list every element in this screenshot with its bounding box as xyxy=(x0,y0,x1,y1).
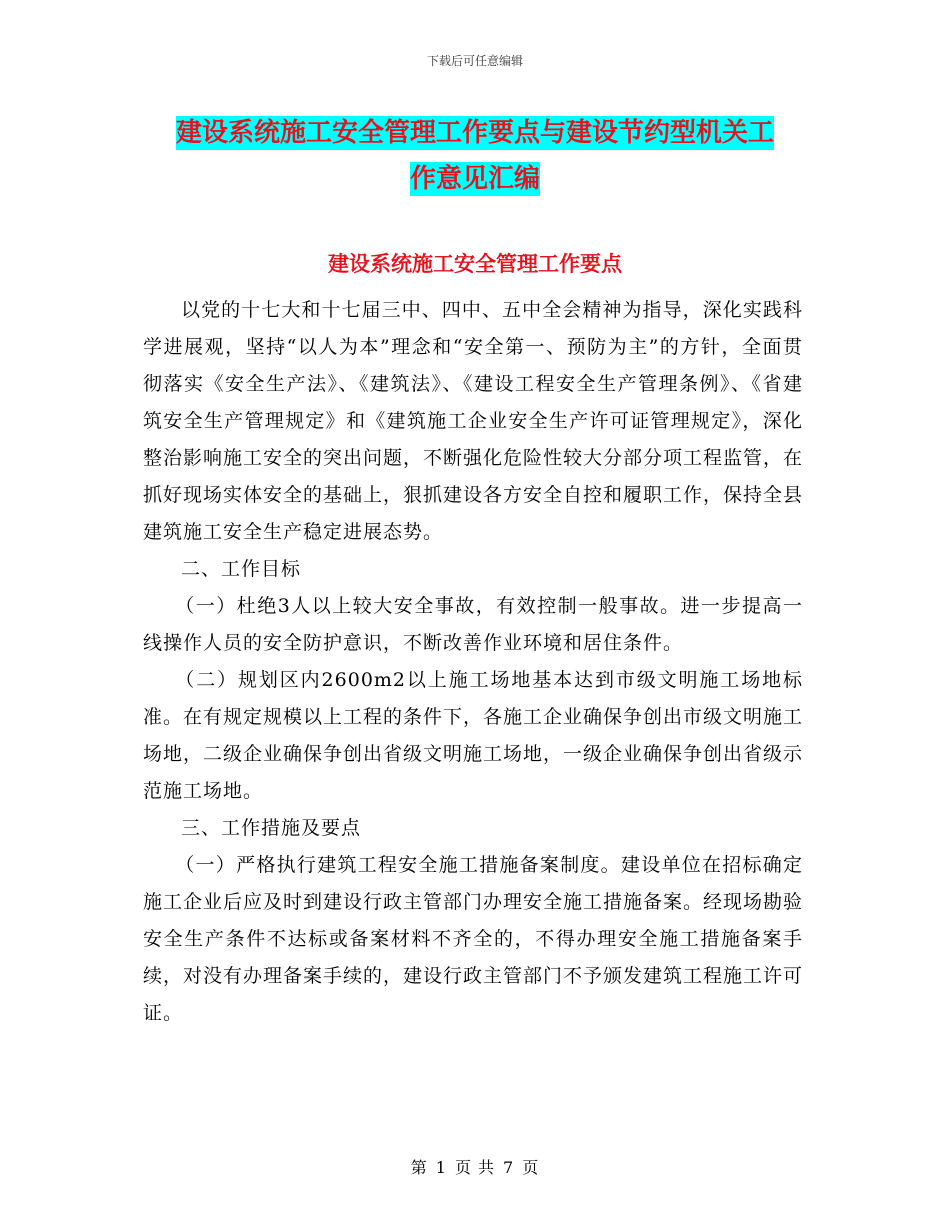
heading-work-goals: 二、工作目标 xyxy=(181,558,302,580)
paragraph-measure-1: （一）严格执行建筑工程安全施工措施备案制度。建设单位在招标确定施工企业后应及时到建设行政主管部门办理安全施工措施备案。经现场勘验安全生产条件不达标或备案材料不齐全的，不得办理安全施工措施备案手续，对没有办理备案手续的，建设行政主管部门不予颁发建筑工程施工许可证。 xyxy=(143,854,804,1024)
section-title: 建设系统施工安全管理工作要点 xyxy=(328,251,622,276)
footer-page-number: 1 xyxy=(435,1158,447,1177)
page-footer xyxy=(0,1155,950,1178)
paragraph-intro: 以党的十七大和十七届三中、四中、五中全会精神为指导，深化实践科学进展观，坚持“以人为本”理念和“安全第一、预防为主”的方针，全面贯彻落实《安全生产法》、《建筑法》、《建设工程安全生产管理条例》、《省建筑安全生产管理规定》和《建筑施工企业安全生产许可证管理规定》，深化整治影响施工安全的突出问题，不断强化危险性较大分部分项工程监管，在抓好现场实体安全的基础上，狠抓建设各方安全自控和履职工作，保持全县建筑施工安全生产稳定进展态势。 xyxy=(143,299,804,543)
document-title xyxy=(0,110,950,202)
footer-total-pages: 7 xyxy=(503,1158,515,1177)
header-note: 下载后可任意编辑 xyxy=(426,54,523,68)
body-text xyxy=(143,292,803,1032)
title-line-2: 作意见汇编 xyxy=(409,164,540,194)
footer-prefix: 第 xyxy=(410,1158,428,1177)
paragraph-goal-2: （二）规划区内2600m2以上施工场地基本达到市级文明施工场地标准。在有规定规模以上工程的条件下，各施工企业确保争创出市级文明施工场地，二级企业确保争创出省级文明施工场地，一级企业确保争创出省级示范施工场地。 xyxy=(143,669,804,802)
paragraph-goal-1: （一）杜绝3人以上较大安全事故，有效控制一般事故。进一步提高一线操作人员的安全防护意识，不断改善作业环境和居住条件。 xyxy=(143,595,803,654)
heading-measures: 三、工作措施及要点 xyxy=(181,817,362,839)
footer-mid: 页 共 xyxy=(454,1158,496,1177)
footer-suffix: 页 xyxy=(522,1158,540,1177)
title-line-1: 建设系统施工安全管理工作要点与建设节约型机关工 xyxy=(175,118,774,148)
